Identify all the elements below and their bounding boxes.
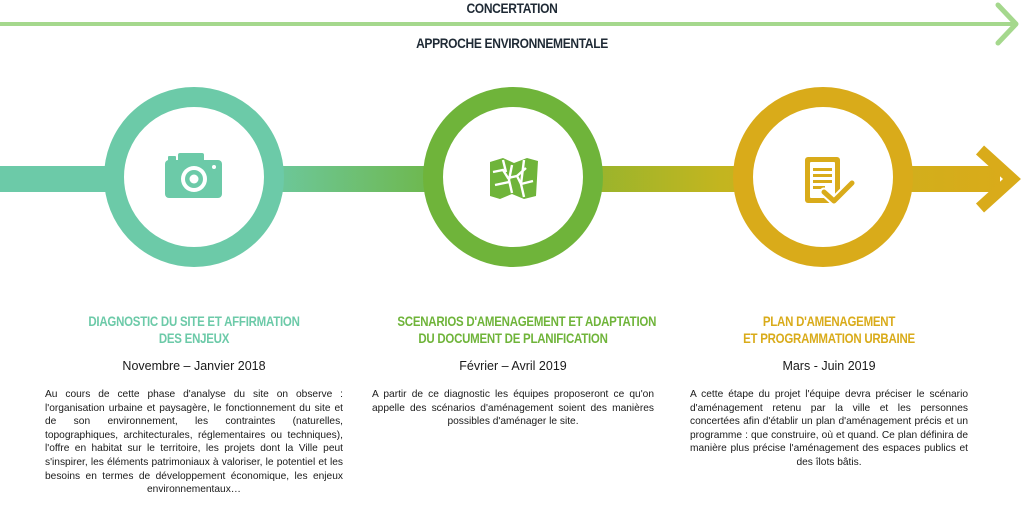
phase-1-description: Au cours de cette phase d'analyse du site on observe : l'organisation urbaine et paysagère, le fonctionnement du site et de son environnement, les contraintes (naturelles, topographiques, architecturales, réglementaires ou techniques), l'offre en habitat sur le territoire, les projets dont la Ville peut s'inspirer, les éléments patrimoniaux à valoriser, le potentiel et les besoins en termes de développement économique, les enjeux environnementaux…	[45, 389, 343, 496]
phase-1-title	[72, 313, 316, 347]
phase-2-title-line2: DU DOCUMENT DE PLANIFICATION	[418, 330, 608, 346]
phase-3-title-line1: PLAN D'AMENAGEMENT	[762, 313, 896, 329]
phase-2-date: Février – Avril 2019	[459, 359, 567, 373]
phase-1-title-line1: DIAGNOSTIC DU SITE ET AFFIRMATION	[88, 313, 300, 329]
phase-3-title-line2: ET PROGRAMMATION URBAINE	[743, 330, 915, 346]
phase-1-title-line2: DES ENJEUX	[158, 330, 230, 346]
phase-2-title-line1: SCENARIOS D'AMENAGEMENT ET ADAPTATION	[397, 313, 657, 329]
phase-1	[45, 313, 343, 497]
phase-3	[690, 313, 968, 470]
phase-3-date: Mars - Juin 2019	[782, 359, 876, 373]
phase-3-title	[715, 313, 943, 347]
phase-3-description: A cette étape du projet l'équipe devra préciser le scénario d'aménagement retenu par la ville et les personnes concertées afin d'établir un plan d'aménagement précis et un programme : que construire, où et quand. Ce plan définira de manière plus précise l'aménagement des espaces publics et des îlots bâtis.	[690, 389, 968, 468]
phase-2-description: A partir de ce diagnostic les équipes proposeront ce qu'on appelle des scénarios d'aménagement soient des manières possibles d'aménager le site.	[372, 389, 654, 428]
phase-2	[372, 313, 657, 429]
phase-2-title	[397, 313, 657, 347]
concertation-label: CONCERTATION	[466, 0, 558, 16]
phase-1-date: Novembre – Janvier 2018	[122, 359, 266, 373]
map-icon	[490, 158, 538, 199]
environmental-approach-label: APPROCHE ENVIRONNEMENTALE	[416, 35, 608, 51]
